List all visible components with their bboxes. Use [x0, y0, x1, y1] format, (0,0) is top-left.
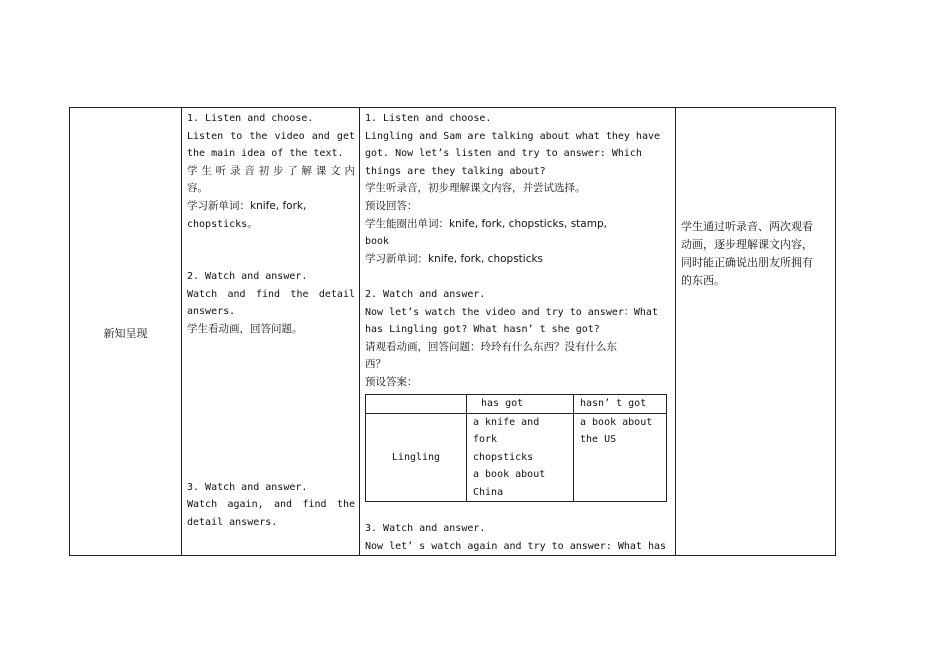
answer-table-header — [366, 394, 667, 413]
design-intent-cell — [676, 108, 836, 556]
hasnt-got-item: a book about — [580, 416, 653, 428]
activity-1-title: 1. Listen and choose. — [187, 113, 314, 124]
activity-1-words: chopsticks。 — [187, 218, 258, 230]
activity-2-cn: 学生看动画，回答问题。 — [187, 322, 303, 335]
has-got-cell — [467, 413, 574, 502]
has-got-item: a book about — [473, 469, 546, 481]
table-row — [70, 108, 836, 556]
step-2-text: has Lingling got? What hasn’ t she got? — [365, 324, 600, 336]
has-got-item: a knife and — [473, 416, 540, 428]
step-2-cn: 预设答案： — [365, 375, 418, 388]
step-1-text: got. Now let’s listen and try to answer: Which — [365, 148, 642, 160]
has-got-item: chopsticks — [473, 451, 534, 463]
hasnt-got-cell — [574, 413, 667, 502]
activity-1-cn: 学生听录音初步了解课文内 — [187, 164, 355, 177]
activity-1-text: the main idea of the text. — [187, 148, 344, 160]
activity-3-text: Watch again, and find the — [187, 499, 355, 511]
design-intent-text: 的东西。 — [681, 274, 725, 287]
answer-table-row-label: Lingling — [366, 413, 467, 502]
step-3-title: 3. Watch and answer. — [365, 523, 486, 535]
activity-3-text: detail answers. — [187, 516, 278, 528]
step-3-text: Now let’ s watch again and try to answer: What has — [365, 540, 667, 552]
step-1-title: 1. Listen and choose. — [365, 113, 492, 124]
activity-2-title: 2. Watch and answer. — [187, 271, 308, 283]
step-2-text: Now let’s watch the video and try to answer：What — [365, 306, 658, 318]
activity-cell — [182, 108, 360, 556]
answer-table-header-cell: has got — [467, 394, 574, 413]
step-1-cn: 学生能圈出单词：knife, fork, chopsticks, stamp, — [365, 217, 607, 230]
teacher-activity-cell — [360, 108, 676, 556]
step-1-words: 学习新单词：knife, fork, chopsticks — [365, 252, 544, 265]
design-intent-text: 同时能正确说出朋友所拥有 — [681, 256, 813, 269]
step-2-cn: 请观看动画，回答问题：玲玲有什么东西？没有什么东 — [365, 340, 617, 353]
answer-table — [365, 394, 667, 503]
step-1-cn: 预设回答： — [365, 199, 418, 212]
row-label: 新知呈现 — [103, 327, 148, 341]
row-label-cell — [70, 108, 182, 556]
answer-table-row — [366, 413, 667, 502]
has-got-item: China — [473, 486, 504, 498]
hasnt-got-item: the US — [580, 434, 617, 446]
lesson-plan-table — [69, 107, 836, 556]
activity-1-text: Listen to the video and get — [187, 130, 355, 142]
answer-table-header-cell: hasn’ t got — [574, 394, 667, 413]
step-2-cn: 西？ — [365, 358, 386, 371]
answer-table-header-cell — [366, 394, 467, 413]
step-1-cn: 学生听录音，初步理解课文内容，并尝试选择。 — [365, 182, 586, 195]
activity-1-cn: 容。 — [187, 182, 208, 195]
step-1-text: book — [365, 236, 390, 248]
activity-3-title: 3. Watch and answer. — [187, 481, 308, 493]
activity-1-words: 学习新单词：knife, fork, — [187, 199, 307, 212]
step-1-text: Lingling and Sam are talking about what they have — [365, 130, 661, 142]
design-intent-text: 动画，逐步理解课文内容， — [681, 238, 813, 251]
activity-2-text: answers. — [187, 306, 236, 318]
has-got-item: fork — [473, 434, 498, 446]
step-1-text: things are they talking about? — [365, 165, 546, 177]
design-intent-text: 学生通过听录音、两次观看 — [681, 220, 813, 233]
activity-2-text: Watch and find the detail — [187, 288, 355, 300]
step-2-title: 2. Watch and answer. — [365, 288, 486, 300]
